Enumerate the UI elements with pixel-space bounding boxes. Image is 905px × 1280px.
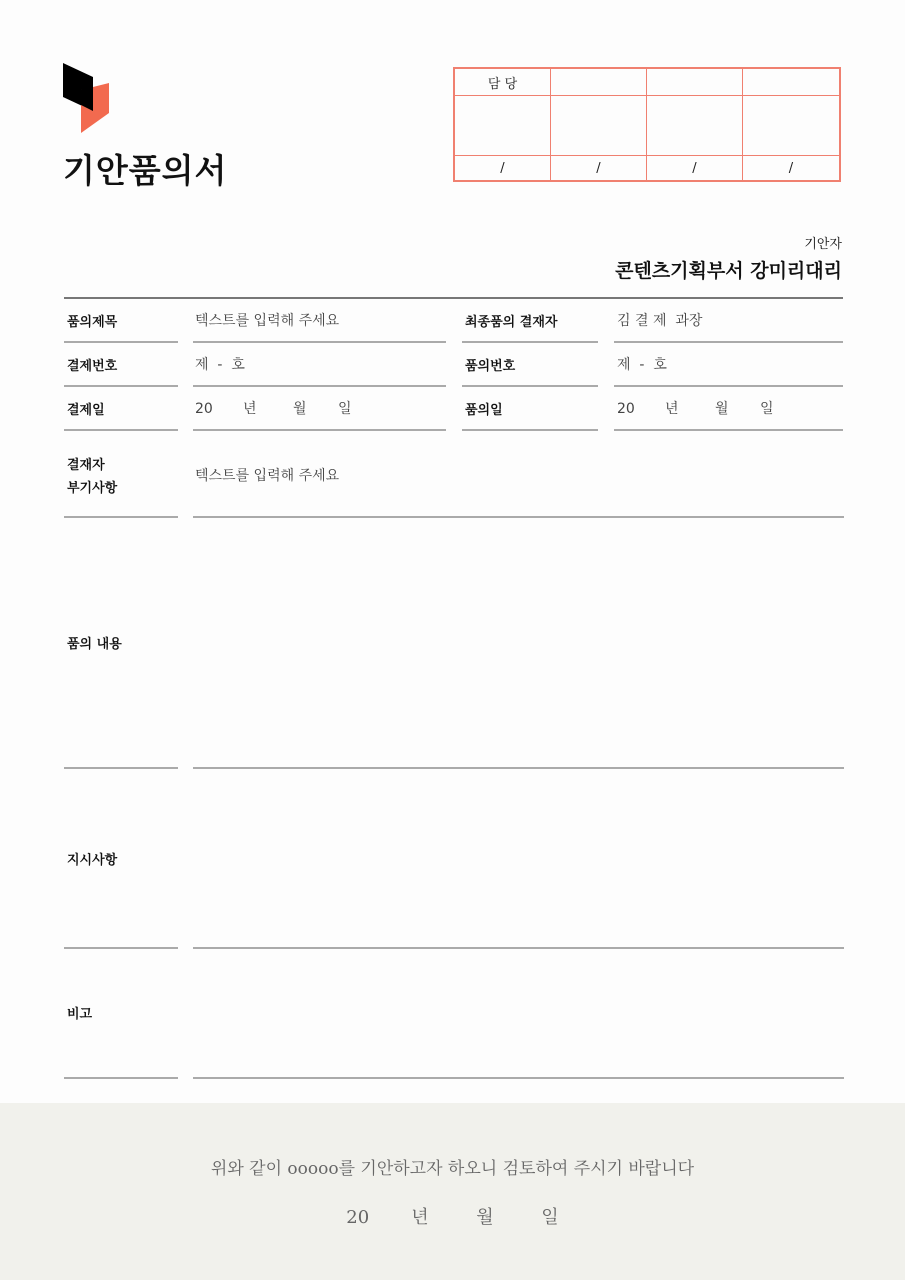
approval-date-cell[interactable]: /	[788, 160, 794, 176]
final-approver-input[interactable]: 김 결 제 과장	[617, 313, 703, 329]
title-label: 품의제목	[67, 315, 118, 330]
approval-header-cell	[551, 69, 647, 96]
approval-date-label: 결제일	[67, 403, 105, 418]
remarks-label-line: 결재자	[67, 458, 105, 473]
divider	[614, 429, 843, 431]
year: 20	[617, 401, 635, 417]
divider	[64, 429, 178, 431]
divider	[193, 341, 446, 343]
approval-date-cell[interactable]: /	[455, 156, 551, 180]
title-input[interactable]: 텍스트를 입력해 주세요	[195, 313, 340, 329]
divider	[193, 516, 844, 518]
content-label: 품의 내용	[67, 637, 122, 652]
year: 20	[195, 401, 213, 417]
approval-date-cell[interactable]: /	[551, 156, 647, 180]
divider	[64, 1077, 178, 1079]
directive-input[interactable]	[193, 771, 844, 946]
footer	[0, 1103, 905, 1280]
month-unit: 월	[293, 401, 307, 417]
year-unit: 년	[665, 401, 679, 417]
divider	[64, 297, 843, 299]
divider	[193, 429, 446, 431]
divider	[64, 516, 178, 518]
remarks-input[interactable]: 텍스트를 입력해 주세요	[195, 468, 340, 484]
approval-table	[453, 67, 841, 182]
approval-header-cell	[743, 69, 839, 96]
divider	[614, 341, 843, 343]
divider	[64, 385, 178, 387]
request-no-input[interactable]: 제 - 호	[617, 357, 667, 373]
signature-cell[interactable]	[455, 96, 551, 156]
divider	[64, 341, 178, 343]
divider	[193, 385, 446, 387]
logo-icon	[63, 63, 111, 133]
signature-cell[interactable]	[647, 96, 743, 156]
approval-no-label: 결제번호	[67, 359, 118, 374]
day-unit: 일	[541, 1207, 559, 1228]
approval-header-cell: 담 당	[455, 69, 551, 96]
divider	[614, 385, 843, 387]
divider	[462, 341, 598, 343]
page-title: 기안품의서	[63, 151, 228, 190]
note-label: 비고	[67, 1007, 93, 1022]
month-unit: 월	[476, 1207, 494, 1228]
approval-no-input[interactable]: 제 - 호	[195, 357, 245, 373]
divider	[462, 385, 598, 387]
year-unit: 년	[243, 401, 257, 417]
request-no-label: 품의번호	[465, 359, 516, 374]
month-unit: 월	[715, 401, 729, 417]
directive-label: 지시사항	[67, 853, 118, 868]
footer-statement: 위와 같이 ooooo를 기안하고자 하오니 검토하여 주시기 바랍니다	[210, 1159, 695, 1179]
divider	[64, 947, 178, 949]
approval-date-cell[interactable]: /	[647, 156, 743, 180]
remarks-label	[67, 454, 117, 500]
day-unit: 일	[760, 401, 774, 417]
final-approver-label: 최종품의 결재자	[465, 315, 558, 330]
signature-cell[interactable]	[743, 96, 839, 156]
divider	[64, 767, 178, 769]
divider	[462, 429, 598, 431]
note-input[interactable]	[193, 951, 844, 1076]
remarks-label-line: 부기사항	[67, 481, 118, 496]
divider	[193, 1077, 844, 1079]
drafter-name: 콘텐츠기획부서 강미리대리	[615, 260, 842, 282]
request-date-input[interactable]	[617, 398, 774, 418]
footer-date	[0, 1203, 905, 1229]
divider	[193, 947, 844, 949]
signature-cell[interactable]	[551, 96, 647, 156]
content-input[interactable]	[193, 520, 844, 766]
divider	[193, 767, 844, 769]
request-date-label: 품의일	[465, 403, 503, 418]
approval-header-cell	[647, 69, 743, 96]
approval-date-input[interactable]	[195, 398, 352, 418]
year: 20	[346, 1207, 370, 1228]
drafter-label: 기안자	[804, 237, 842, 252]
year-unit: 년	[411, 1207, 429, 1228]
day-unit: 일	[338, 401, 352, 417]
